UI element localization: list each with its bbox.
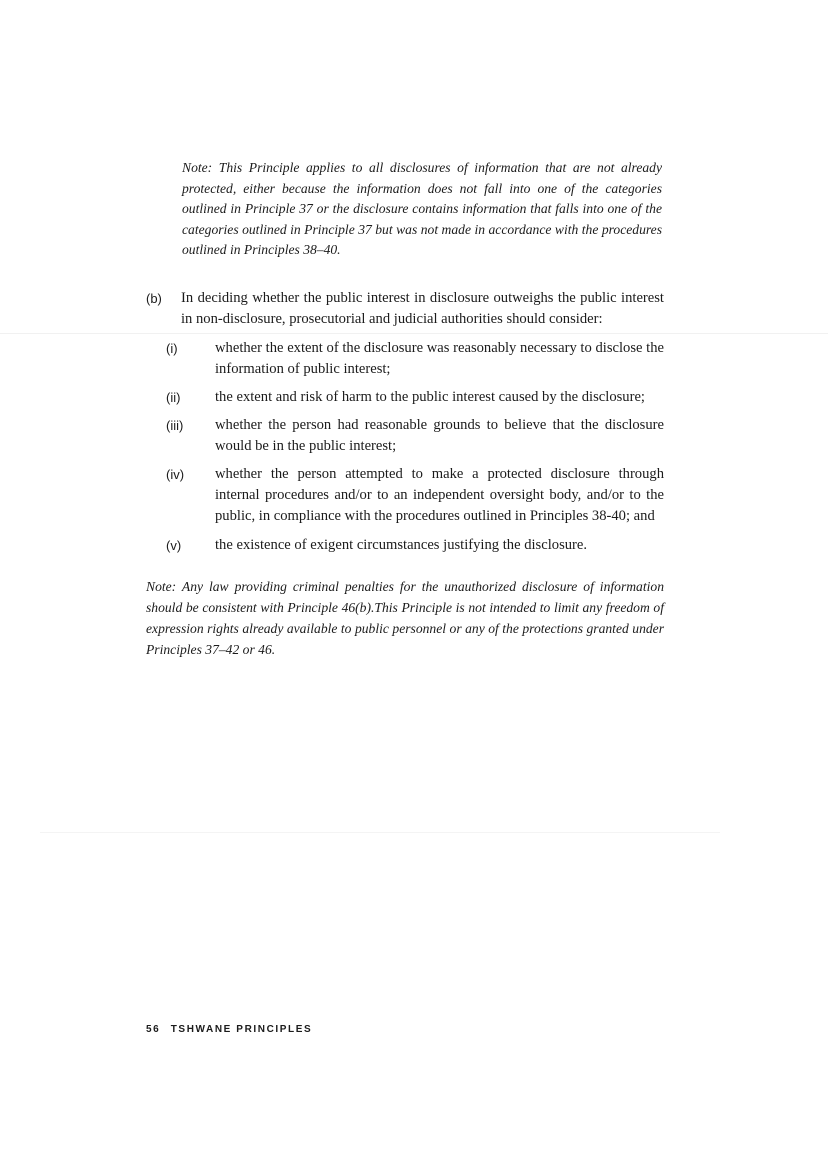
sub-item-iii	[166, 415, 664, 457]
page-divider	[0, 333, 828, 334]
list-item-text: whether the person attempted to make a protected disclosure through internal procedures and/or to an independent oversight body, and/or to the public, in compliance with the procedures outlined in Principles 38-40; and	[215, 466, 664, 524]
list-item-text: whether the person had reasonable grounds to believe that the disclosure would be in the public interest;	[215, 417, 664, 454]
list-marker: (i)	[166, 341, 178, 356]
list-item-text: whether the extent of the disclosure was reasonably necessary to disclose the information of public interest;	[215, 340, 664, 377]
list-item-text: In deciding whether the public interest in disclosure outweighs the public interest in non-disclosure, prosecutorial and judicial authorities should consider:	[181, 290, 664, 327]
list-marker: (ii)	[166, 390, 181, 405]
sub-item-ii	[166, 387, 664, 408]
sub-item-i	[166, 338, 664, 380]
list-marker: (v)	[166, 538, 182, 553]
list-marker: (iii)	[166, 418, 184, 433]
list-item-text: the existence of exigent circumstances justifying the disclosure.	[215, 537, 588, 553]
list-item-b	[146, 288, 664, 330]
note-paragraph: Note: This Principle applies to all disclosures of information that are not already protected, either because the information does not fall into one of the categories outlined in Principle 37 or the disclosure contains information that falls into one of the categories outlined in Principle 37 but was not made in accordance with the procedures outlined in Principles 38–40.	[182, 160, 662, 257]
list-item-text: the extent and risk of harm to the public interest caused by the disclosure;	[215, 389, 645, 405]
note-paragraph: Note: Any law providing criminal penalties for the unauthorized disclosure of information should be consistent with Principle 46(b).This Principle is not intended to limit any freedom of expression rights already available to public personnel or any of the protections granted under Principles 37–42 or 46.	[146, 579, 664, 657]
list-marker: (b)	[146, 291, 162, 306]
running-title: TSHWANE PRINCIPLES	[170, 1024, 313, 1035]
sub-item-iv	[166, 464, 664, 527]
sub-item-v	[166, 535, 664, 556]
list-marker: (iv)	[166, 467, 185, 482]
page-divider	[40, 832, 720, 833]
page-footer	[146, 1024, 312, 1035]
page-number: 56	[146, 1024, 161, 1035]
